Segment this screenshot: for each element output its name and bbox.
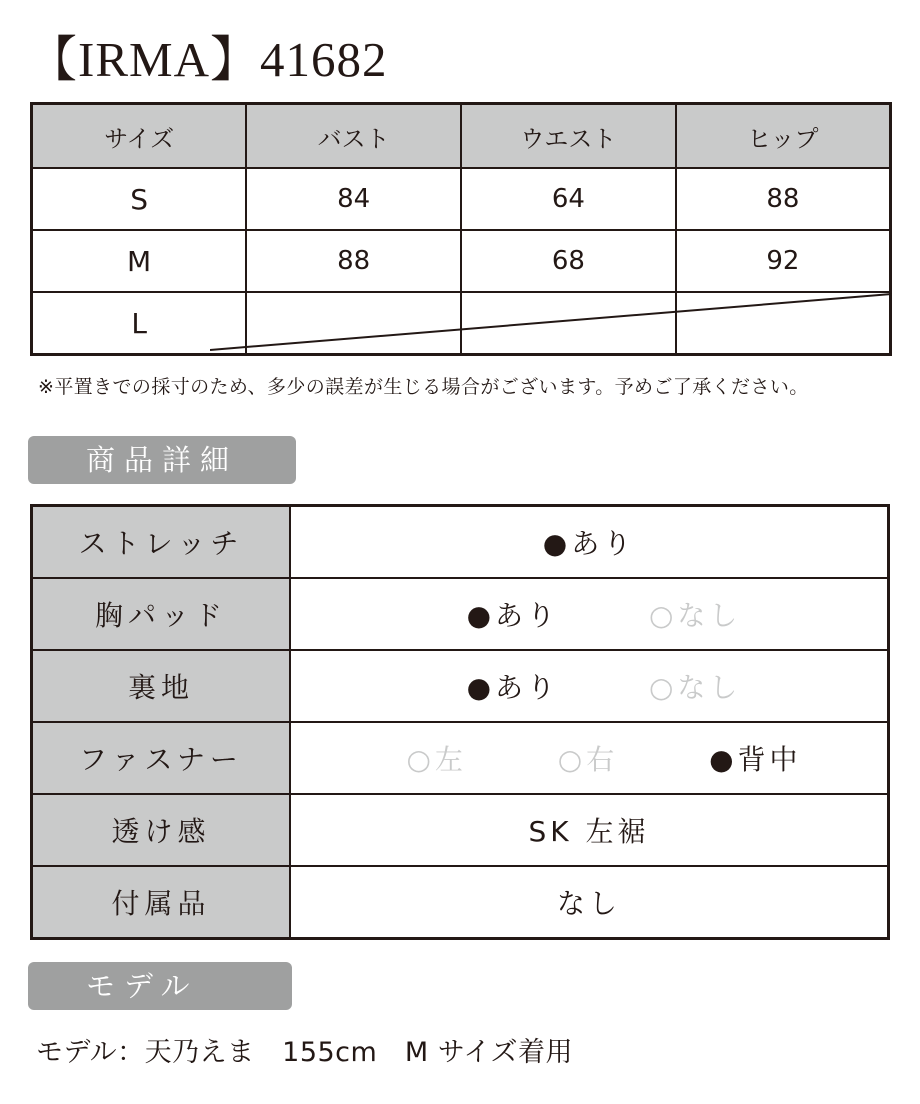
option-selected: ●背中 xyxy=(709,743,802,776)
detail-value: SK 左裾 xyxy=(290,794,889,866)
measurement-note: ※平置きでの採寸のため、多少の誤差が生じる場合がございます。予めご了承ください。 xyxy=(38,376,809,398)
detail-row-zipper xyxy=(32,722,889,794)
option-unselected: ○左 xyxy=(406,743,467,776)
detail-label: ストレッチ xyxy=(32,506,291,579)
hip-value: 88 xyxy=(676,168,891,230)
hip-value xyxy=(676,292,891,355)
waist-value xyxy=(461,292,676,355)
detail-row-sheer xyxy=(32,794,889,866)
bust-value: 84 xyxy=(246,168,461,230)
table-row xyxy=(32,168,891,230)
detail-row-accessories xyxy=(32,866,889,939)
detail-row-lining xyxy=(32,650,889,722)
detail-row-chest-pad xyxy=(32,578,889,650)
size-table-header-row xyxy=(32,104,891,169)
option-selected: ●あり xyxy=(466,671,559,704)
size-label: S xyxy=(32,168,247,230)
option-selected: ●あり xyxy=(466,599,559,632)
option-unselected: ○右 xyxy=(557,743,619,776)
header-waist: ウエスト xyxy=(461,104,676,169)
detail-value: なし xyxy=(290,866,889,939)
detail-label: 透け感 xyxy=(32,794,291,866)
detail-row-stretch xyxy=(32,506,889,579)
table-row xyxy=(32,292,891,355)
size-label: M xyxy=(32,230,247,292)
page-title: 【IRMA】41682 xyxy=(28,32,388,87)
header-hip: ヒップ xyxy=(676,104,891,169)
detail-label: 裏地 xyxy=(32,650,291,722)
detail-label: 胸パッド xyxy=(32,578,291,650)
size-table xyxy=(30,102,892,356)
details-table xyxy=(30,504,890,940)
details-section-header: 商品詳細 xyxy=(28,436,296,484)
size-label: L xyxy=(32,292,247,355)
detail-label: 付属品 xyxy=(32,866,291,939)
option-unselected: ○なし xyxy=(649,671,742,704)
bust-value: 88 xyxy=(246,230,461,292)
model-info: モデル：天乃えま 155cm M サイズ着用 xyxy=(36,1037,574,1068)
waist-value: 68 xyxy=(461,230,676,292)
table-row xyxy=(32,230,891,292)
detail-label: ファスナー xyxy=(32,722,291,794)
model-section-header: モデル xyxy=(28,962,292,1010)
header-size: サイズ xyxy=(32,104,247,169)
waist-value: 64 xyxy=(461,168,676,230)
header-bust: バスト xyxy=(246,104,461,169)
option-selected: ●あり xyxy=(542,527,636,560)
hip-value: 92 xyxy=(676,230,891,292)
option-unselected: ○なし xyxy=(649,599,742,632)
bust-value xyxy=(246,292,461,355)
